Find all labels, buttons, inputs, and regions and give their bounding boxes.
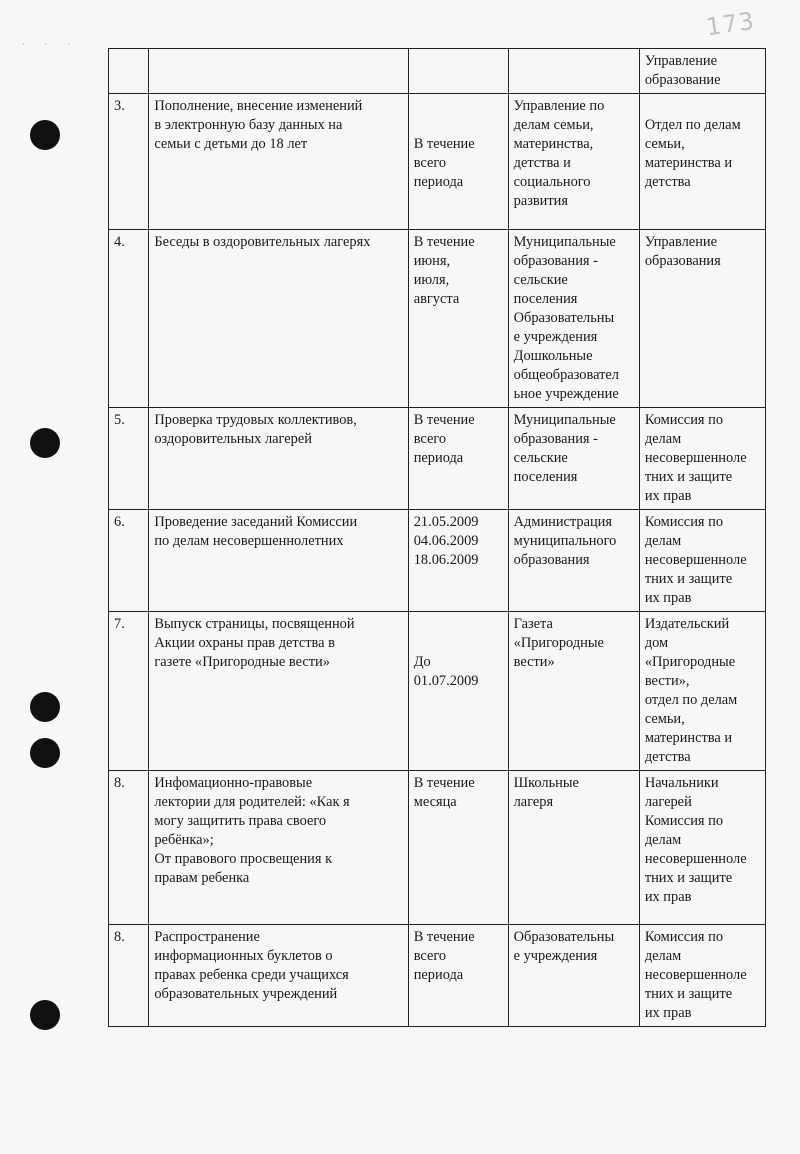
cell-executor xyxy=(508,49,639,94)
cell-executor: Муниципальные образования - сельские поселения Образовательны е учреждения Дошкольные общеобразовател ьное учреждение xyxy=(508,230,639,408)
table-row xyxy=(109,612,766,771)
binder-hole xyxy=(30,1000,60,1030)
cell-executor: Образовательны е учреждения xyxy=(508,925,639,1027)
cell-term: В течение месяца xyxy=(408,771,508,925)
cell-responsible: Издательский дом «Пригородные вести», отдел по делам семьи, материнства и детства xyxy=(639,612,765,771)
cell-executor: Управление по делам семьи, материнства, детства и социального развития xyxy=(508,94,639,230)
cell-activity xyxy=(149,49,408,94)
binder-hole xyxy=(30,738,60,768)
cell-executor: Администрация муниципального образования xyxy=(508,510,639,612)
table-row xyxy=(109,510,766,612)
handwritten-page-number: 173 xyxy=(704,6,757,42)
cell-executor: Газета «Пригородные вести» xyxy=(508,612,639,771)
table-row xyxy=(109,925,766,1027)
activity-plan-table xyxy=(108,48,766,1027)
cell-term: В течение всего периода xyxy=(408,408,508,510)
cell-activity: Распространение информационных буклетов о правах ребенка среди учащихся образовательных учреждений xyxy=(149,925,408,1027)
cell-number: 8. xyxy=(109,771,149,925)
cell-number: 4. xyxy=(109,230,149,408)
cell-activity: Проверка трудовых коллективов, оздоровительных лагерей xyxy=(149,408,408,510)
cell-responsible: Комиссия по делам несовершенноле тних и защите их прав xyxy=(639,925,765,1027)
cell-activity: Беседы в оздоровительных лагерях xyxy=(149,230,408,408)
cell-term xyxy=(408,49,508,94)
cell-responsible: Отдел по делам семьи, материнства и детства xyxy=(639,94,765,230)
cell-number: 3. xyxy=(109,94,149,230)
cell-responsible: Комиссия по делам несовершенноле тних и защите их прав xyxy=(639,510,765,612)
cell-number: 8. xyxy=(109,925,149,1027)
cell-number: 5. xyxy=(109,408,149,510)
cell-term: В течение всего периода xyxy=(408,925,508,1027)
cell-term: В течение июня, июля, августа xyxy=(408,230,508,408)
cell-number: 6. xyxy=(109,510,149,612)
cell-responsible: Управление образование xyxy=(639,49,765,94)
cell-responsible: Начальники лагерей Комиссия по делам несовершенноле тних и защите их прав xyxy=(639,771,765,925)
cell-term: До 01.07.2009 xyxy=(408,612,508,771)
cell-term: 21.05.2009 04.06.2009 18.06.2009 xyxy=(408,510,508,612)
cell-activity: Инфомационно-правовые лектории для родителей: «Как я могу защитить права своего ребёнка»; От правового просвещения к правам ребенка xyxy=(149,771,408,925)
binder-hole xyxy=(30,428,60,458)
cell-term: В течение всего периода xyxy=(408,94,508,230)
cell-responsible: Управление образования xyxy=(639,230,765,408)
cell-activity: Выпуск страницы, посвященной Акции охраны прав детства в газете «Пригородные вести» xyxy=(149,612,408,771)
table-row xyxy=(109,49,766,94)
cell-activity: Проведение заседаний Комиссии по делам несовершеннолетних xyxy=(149,510,408,612)
table-row xyxy=(109,230,766,408)
cell-number: 7. xyxy=(109,612,149,771)
cell-executor: Муниципальные образования - сельские поселения xyxy=(508,408,639,510)
cell-number xyxy=(109,49,149,94)
scan-specks: · · · xyxy=(22,40,79,49)
cell-executor: Школьные лагеря xyxy=(508,771,639,925)
table-row xyxy=(109,771,766,925)
cell-activity: Пополнение, внесение изменений в электронную базу данных на семьи с детьми до 18 лет xyxy=(149,94,408,230)
cell-responsible: Комиссия по делам несовершенноле тних и защите их прав xyxy=(639,408,765,510)
binder-hole xyxy=(30,692,60,722)
table-row xyxy=(109,408,766,510)
binder-hole xyxy=(30,120,60,150)
table-row xyxy=(109,94,766,230)
